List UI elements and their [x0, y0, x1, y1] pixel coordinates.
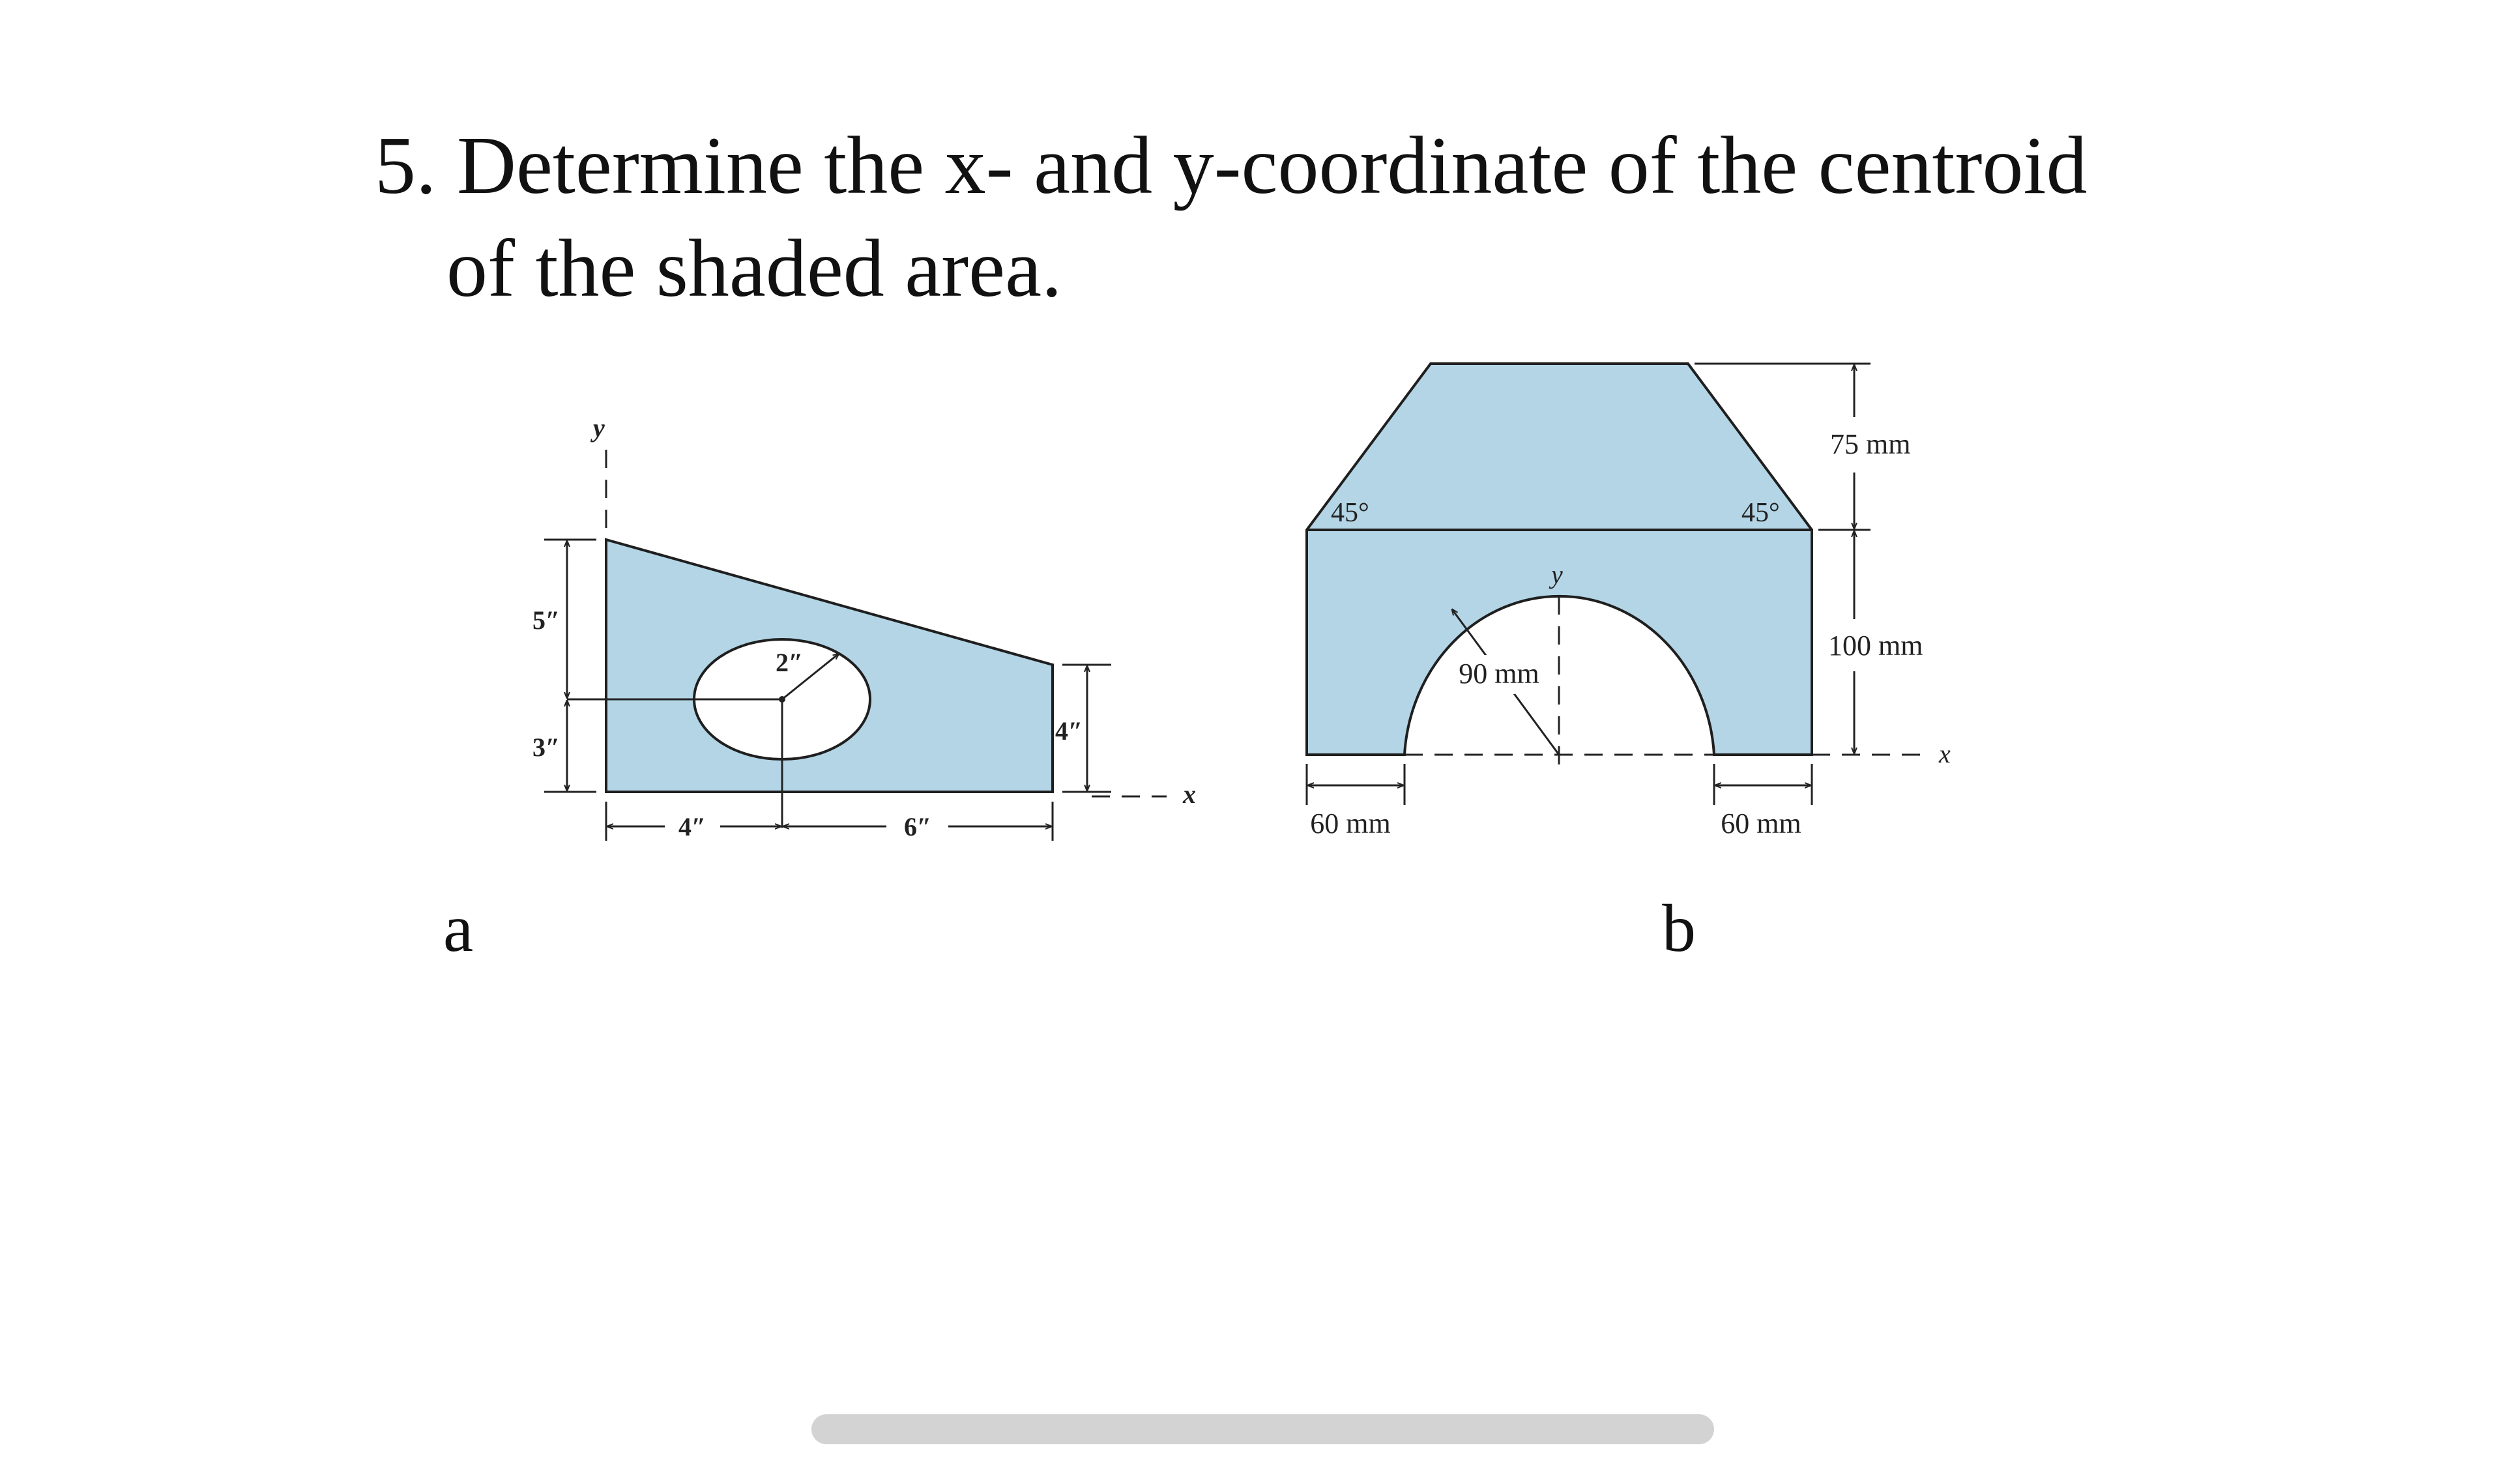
horizontal-scrollbar[interactable] [811, 1414, 1714, 1444]
question-line-2: of the shaded area. [446, 224, 1062, 314]
figure-b-dim-right-leg-label: 60 mm [1721, 807, 1801, 839]
figure-b-radius-label: 90 mm [1459, 658, 1539, 690]
figure-b-dim-75-label: 75 mm [1830, 428, 1911, 460]
figure-a-dim-5-label: 5″ [532, 605, 560, 635]
figure-a-dim-3-label: 3″ [532, 733, 560, 762]
figure-b-dim-left-leg-label: 60 mm [1310, 807, 1391, 839]
figure-a-dim-br-label: 6″ [903, 812, 932, 841]
figure-b-x-label: x [1939, 739, 1951, 768]
question-line-1: 5. Determine the x- and y-coordinate of the centroid [375, 121, 2088, 211]
figure-a-dim-4-label: 4″ [1055, 716, 1083, 746]
figure-a-dim-bl-label: 4″ [678, 812, 706, 841]
figure-a-y-label: y [593, 413, 605, 443]
figure-a-x-label: x [1183, 779, 1196, 809]
figure-b-angle-left: 45° [1331, 498, 1369, 528]
figure-a-label: a [443, 891, 474, 966]
figure-b-dim-100-label: 100 mm [1828, 630, 1923, 662]
figure-a-radius-label: 2″ [776, 648, 804, 677]
figure-b-label: b [1662, 891, 1696, 966]
figure-b-angle-right: 45° [1741, 498, 1780, 528]
figure-b-y-label: y [1551, 560, 1563, 589]
